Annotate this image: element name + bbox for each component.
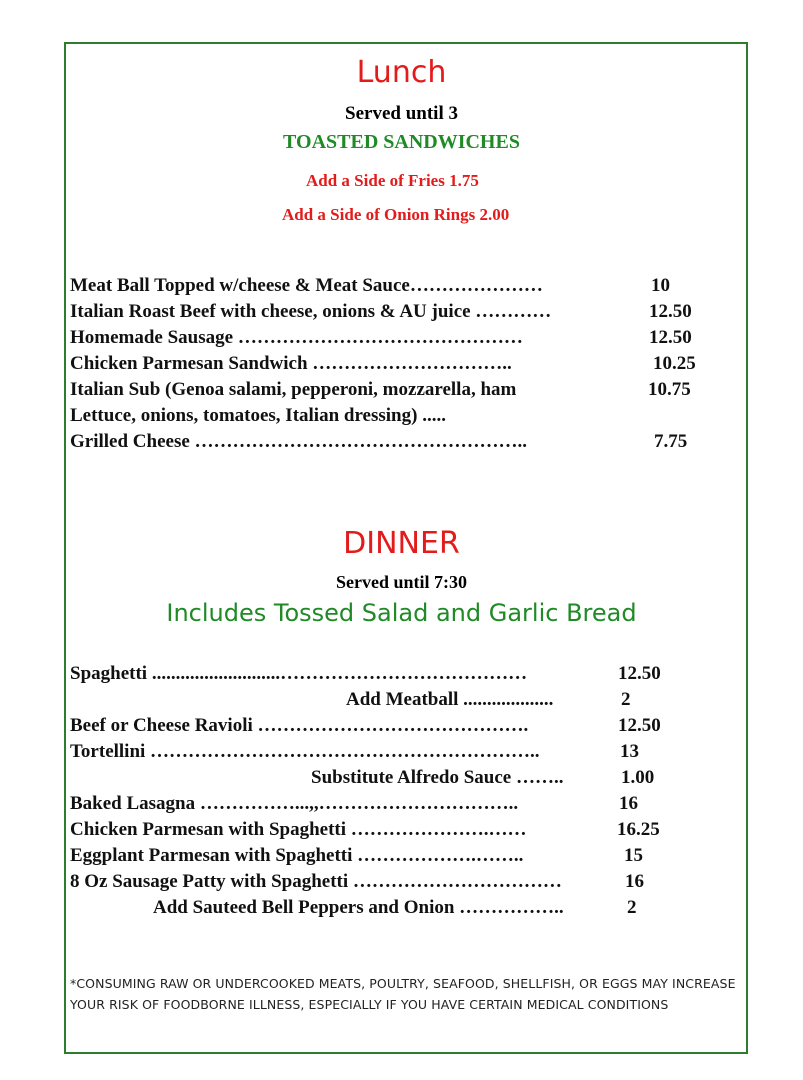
dinner-price-alfredo: 1.00 xyxy=(621,767,655,788)
dinner-price-chicken-parm: 16.25 xyxy=(617,819,660,840)
disclaimer-line-2: YOUR RISK OF FOODBORNE ILLNESS, ESPECIALLY IF YOU HAVE CERTAIN MEDICAL CONDITIONS xyxy=(70,997,669,1012)
dinner-item-chicken-parm: Chicken Parmesan with Spaghetti ………………….…… xyxy=(70,819,527,840)
dinner-price-lasagna: 16 xyxy=(619,793,638,814)
dinner-served: Served until 7:30 xyxy=(335,572,467,592)
lunch-item-roast-beef: Italian Roast Beef with cheese, onions & AU juice ………… xyxy=(70,301,552,322)
lunch-item-italian-sub-cont: Lettuce, onions, tomatoes, Italian dressing) ..... xyxy=(70,405,446,426)
lunch-item-chicken-parm: Chicken Parmesan Sandwich ………………………….. xyxy=(70,353,512,374)
dinner-price-spaghetti: 12.50 xyxy=(618,663,661,684)
dinner-price-sausage-patty: 16 xyxy=(625,871,644,892)
dinner-item-lasagna: Baked Lasagna ……………...,,………………………….. xyxy=(70,793,519,814)
lunch-item-sausage: Homemade Sausage ……………………………………… xyxy=(70,327,523,348)
side-onion-rings: Add a Side of Onion Rings 2.00 xyxy=(282,205,510,224)
dinner-title: DINNER xyxy=(343,526,460,561)
dinner-price-tortellini: 13 xyxy=(620,741,639,762)
dinner-price-add-meatball: 2 xyxy=(621,689,631,710)
dinner-item-peppers-onion: Add Sauteed Bell Peppers and Onion …………….. xyxy=(153,897,564,918)
dinner-item-ravioli: Beef or Cheese Ravioli ……………………………………. xyxy=(70,715,529,736)
lunch-category: TOASTED SANDWICHES xyxy=(283,131,520,153)
lunch-price-sausage: 12.50 xyxy=(649,327,692,348)
lunch-served: Served until 3 xyxy=(345,103,458,124)
dinner-price-eggplant-parm: 15 xyxy=(624,845,643,866)
lunch-price-grilled-cheese: 7.75 xyxy=(654,431,688,452)
dinner-item-eggplant-parm: Eggplant Parmesan with Spaghetti ……………….…….. xyxy=(70,845,524,866)
dinner-price-ravioli: 12.50 xyxy=(618,715,661,736)
lunch-item-grilled-cheese: Grilled Cheese …………………………………………….. xyxy=(70,431,528,452)
dinner-item-spaghetti: Spaghetti ...........................………………………………… xyxy=(70,663,528,684)
lunch-price-meatball: 10 xyxy=(651,275,670,296)
lunch-title: Lunch xyxy=(356,55,447,90)
dinner-price-peppers-onion: 2 xyxy=(627,897,637,918)
disclaimer-line-1: *CONSUMING RAW OR UNDERCOOKED MEATS, POULTRY, SEAFOOD, SHELLFISH, OR EGGS MAY INCREASE xyxy=(70,976,736,991)
side-fries: Add a Side of Fries 1.75 xyxy=(306,171,479,190)
dinner-item-tortellini: Tortellini …………………………………………………….. xyxy=(70,741,540,762)
dinner-item-alfredo: Substitute Alfredo Sauce …….. xyxy=(311,767,564,788)
lunch-item-meatball: Meat Ball Topped w/cheese & Meat Sauce………………… xyxy=(70,275,543,296)
dinner-includes: Includes Tossed Salad and Garlic Bread xyxy=(166,599,637,627)
dinner-item-sausage-patty: 8 Oz Sausage Patty with Spaghetti …………………………… xyxy=(70,871,562,892)
lunch-price-chicken-parm: 10.25 xyxy=(653,353,696,374)
dinner-item-add-meatball: Add Meatball ................... xyxy=(346,689,554,710)
lunch-price-roast-beef: 12.50 xyxy=(649,301,692,322)
lunch-price-italian-sub: 10.75 xyxy=(648,379,691,400)
lunch-item-italian-sub: Italian Sub (Genoa salami, pepperoni, mozzarella, ham xyxy=(70,379,517,400)
